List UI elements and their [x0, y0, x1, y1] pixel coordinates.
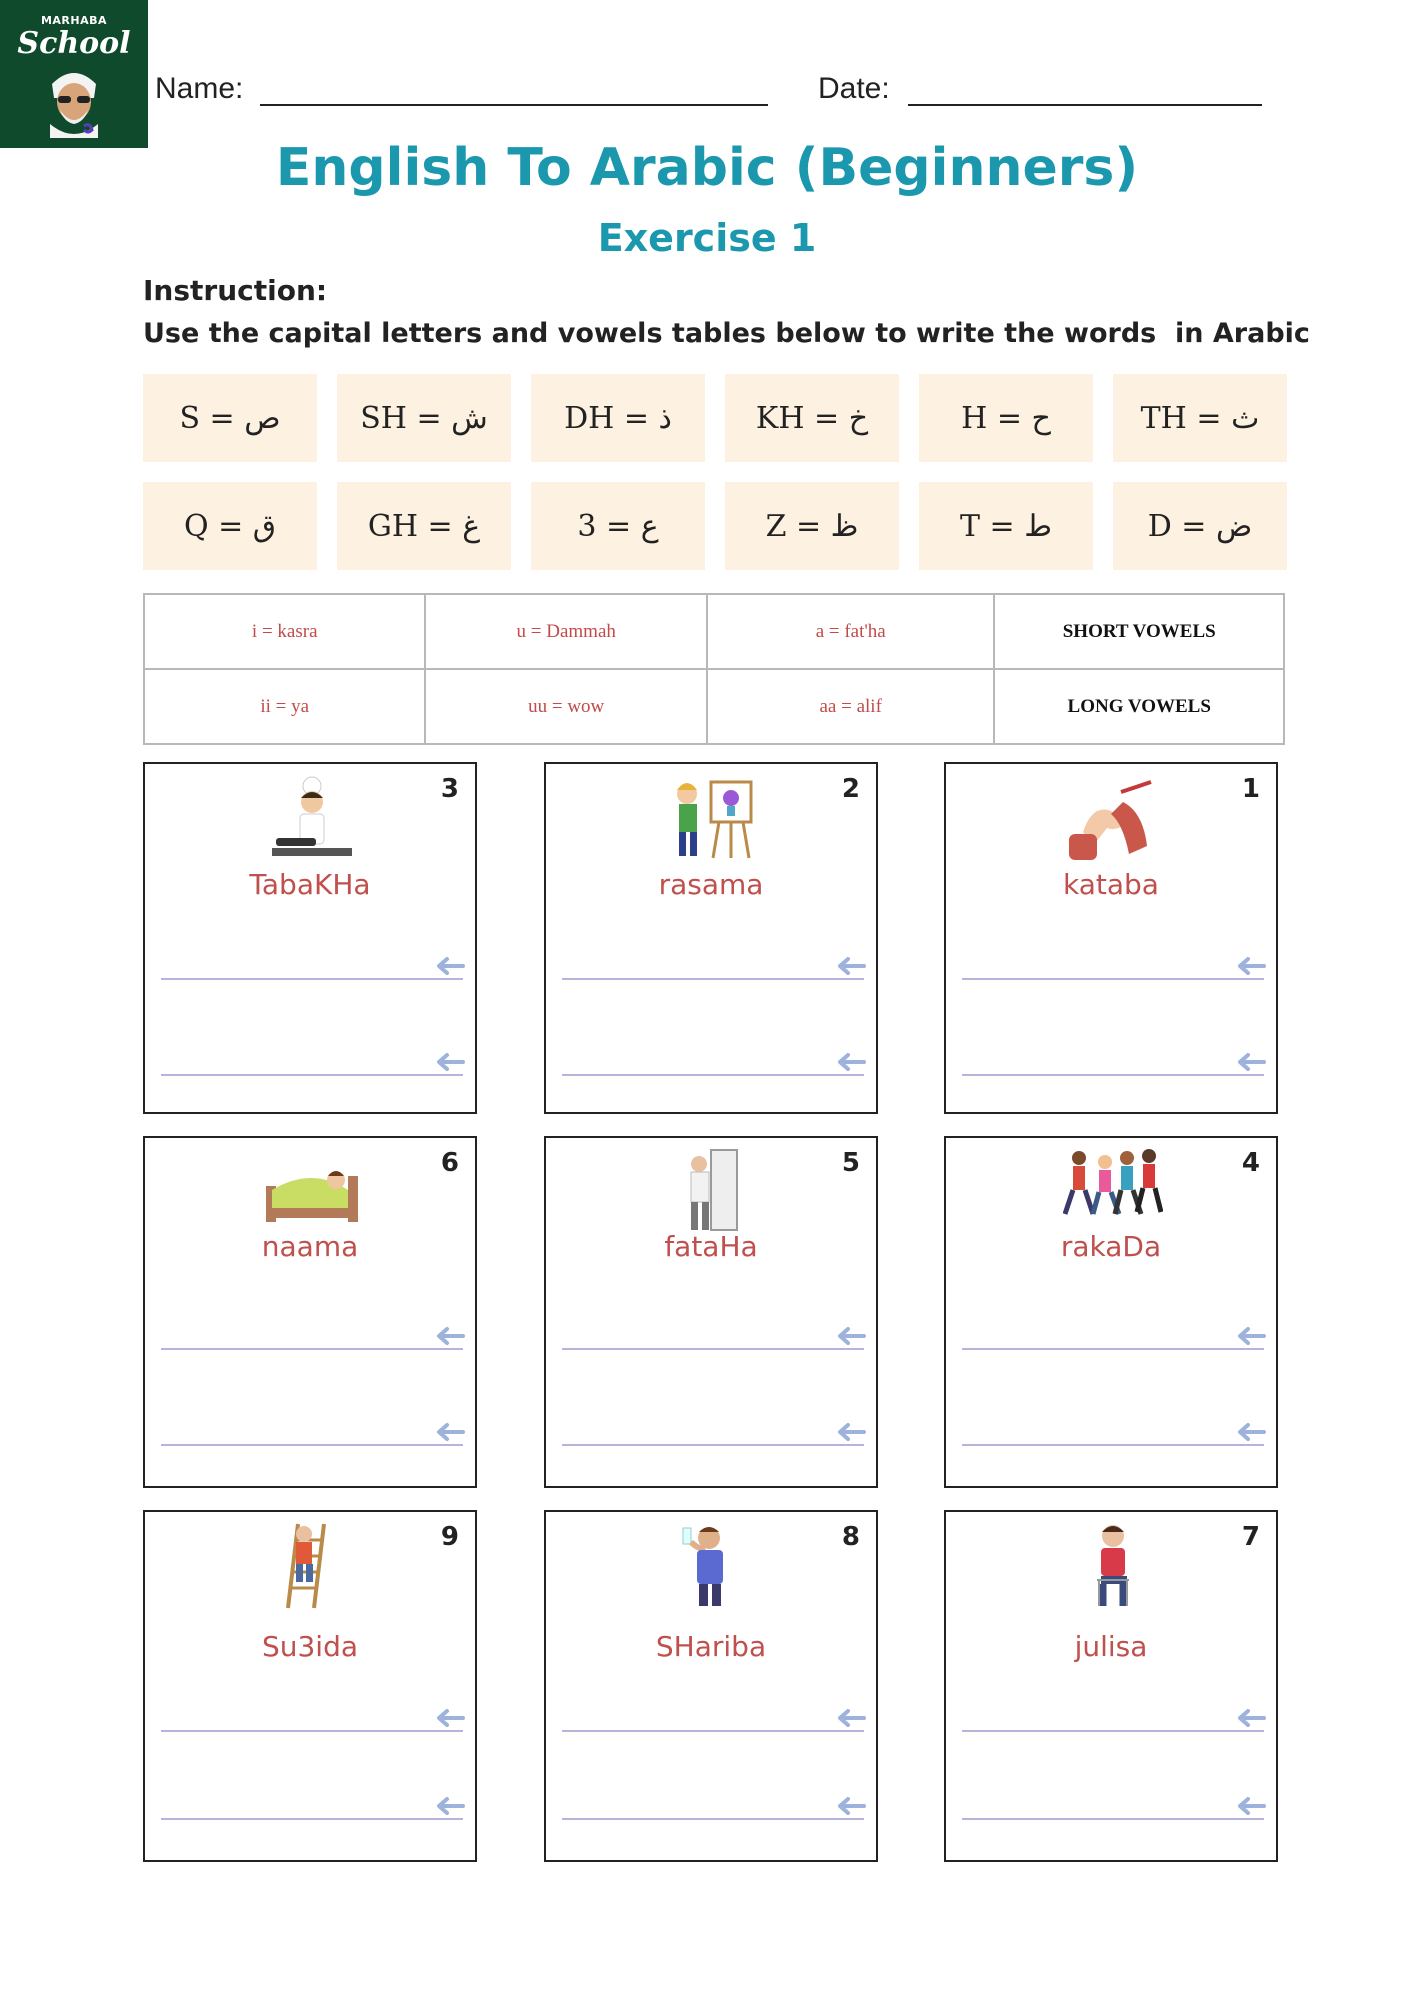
letter-card: Q = ق	[143, 482, 317, 570]
card-number: 7	[1241, 1522, 1260, 1552]
vowel-cell: u = Dammah	[425, 594, 707, 669]
card-number: 8	[841, 1522, 860, 1552]
exercise-title: Exercise 1	[597, 216, 817, 260]
card-number: 3	[440, 774, 459, 804]
cooking-girl-icon	[262, 772, 362, 862]
name-label: Name:	[155, 72, 244, 105]
drinking-man-icon	[663, 1520, 763, 1610]
writing-line[interactable]	[962, 1348, 1264, 1350]
left-arrow-icon	[836, 956, 866, 976]
card-word: Su3ida	[261, 1630, 359, 1663]
word-card	[944, 762, 1278, 1114]
long-vowels-label: LONG VOWELS	[994, 669, 1284, 744]
card-word: fataHa	[664, 1230, 758, 1263]
letter-card: GH = غ	[337, 482, 511, 570]
left-arrow-icon	[435, 1052, 465, 1072]
long-vowels-row	[144, 669, 1284, 744]
writing-line[interactable]	[562, 1074, 864, 1076]
left-arrow-icon	[435, 956, 465, 976]
vowel-cell: uu = wow	[425, 669, 707, 744]
writing-line[interactable]	[161, 1444, 463, 1446]
card-word: TabaKHa	[249, 868, 371, 901]
vowels-table	[143, 593, 1285, 745]
card-word: naama	[261, 1230, 359, 1263]
left-arrow-icon	[1236, 1422, 1266, 1442]
mascot-icon	[44, 64, 104, 138]
opening-door-icon	[663, 1146, 763, 1236]
card-number: 5	[841, 1148, 860, 1178]
name-field[interactable]	[260, 104, 768, 106]
sitting-boy-icon	[1063, 1520, 1163, 1610]
writing-line[interactable]	[161, 1348, 463, 1350]
word-card	[544, 1136, 878, 1488]
writing-line[interactable]	[161, 1074, 463, 1076]
card-number: 2	[841, 774, 860, 804]
letter-card: DH = ذ	[531, 374, 705, 462]
writing-line[interactable]	[962, 1074, 1264, 1076]
vowel-cell: a = fat'ha	[707, 594, 994, 669]
short-vowels-label: SHORT VOWELS	[994, 594, 1284, 669]
left-arrow-icon	[435, 1708, 465, 1728]
word-card	[544, 762, 878, 1114]
letter-card: KH = خ	[725, 374, 899, 462]
left-arrow-icon	[836, 1796, 866, 1816]
letter-card: D = ض	[1113, 482, 1287, 570]
card-word: julisa	[1074, 1630, 1148, 1663]
letter-card: SH = ش	[337, 374, 511, 462]
left-arrow-icon	[836, 1052, 866, 1072]
vowel-cell: ii = ya	[144, 669, 425, 744]
logo-main-text: School	[17, 26, 131, 61]
letter-card: 3 = ع	[531, 482, 705, 570]
word-card	[143, 1510, 477, 1862]
card-number: 6	[440, 1148, 459, 1178]
left-arrow-icon	[836, 1326, 866, 1346]
writing-line[interactable]	[962, 978, 1264, 980]
writing-line[interactable]	[562, 978, 864, 980]
letter-card: Z = ظ	[725, 482, 899, 570]
card-number: 9	[440, 1522, 459, 1552]
word-card	[944, 1510, 1278, 1862]
letter-card: S = ص	[143, 374, 317, 462]
writing-line[interactable]	[562, 1444, 864, 1446]
card-number: 1	[1241, 774, 1260, 804]
painting-boy-icon	[663, 772, 763, 862]
card-word: rasama	[658, 868, 764, 901]
page-title: English To Arabic (Beginners)	[275, 138, 1139, 198]
word-card	[544, 1510, 878, 1862]
date-field[interactable]	[908, 104, 1262, 106]
word-card	[944, 1136, 1278, 1488]
left-arrow-icon	[435, 1796, 465, 1816]
writing-hand-icon	[1063, 772, 1163, 862]
word-card	[143, 762, 477, 1114]
left-arrow-icon	[836, 1422, 866, 1442]
card-number: 4	[1241, 1148, 1260, 1178]
writing-line[interactable]	[161, 1730, 463, 1732]
instruction-text: Use the capital letters and vowels tables below to write the words in Arabic	[143, 318, 1310, 349]
card-word: rakaDa	[1060, 1230, 1162, 1263]
capital-letters-row-2	[143, 482, 1285, 570]
logo-top-text: MARHABA	[40, 14, 108, 27]
left-arrow-icon	[1236, 956, 1266, 976]
card-word: SHariba	[655, 1630, 767, 1663]
date-label: Date:	[818, 72, 890, 105]
writing-line[interactable]	[962, 1730, 1264, 1732]
writing-line[interactable]	[562, 1818, 864, 1820]
left-arrow-icon	[435, 1422, 465, 1442]
letter-card: H = ح	[919, 374, 1093, 462]
word-card	[143, 1136, 477, 1488]
left-arrow-icon	[1236, 1326, 1266, 1346]
letter-card: TH = ث	[1113, 374, 1287, 462]
instruction-heading: Instruction:	[143, 274, 328, 307]
left-arrow-icon	[1236, 1796, 1266, 1816]
vowel-cell: aa = alif	[707, 669, 994, 744]
left-arrow-icon	[1236, 1052, 1266, 1072]
left-arrow-icon	[435, 1326, 465, 1346]
running-people-icon	[1063, 1146, 1163, 1236]
writing-line[interactable]	[161, 978, 463, 980]
climbing-ladder-icon	[262, 1520, 362, 1610]
writing-line[interactable]	[962, 1818, 1264, 1820]
capital-letters-row-1	[143, 374, 1285, 462]
writing-line[interactable]	[161, 1818, 463, 1820]
vowel-cell: i = kasra	[144, 594, 425, 669]
sleeping-boy-icon	[262, 1146, 362, 1236]
left-arrow-icon	[836, 1708, 866, 1728]
writing-line[interactable]	[562, 1348, 864, 1350]
left-arrow-icon	[1236, 1708, 1266, 1728]
card-word: kataba	[1063, 868, 1159, 901]
school-logo	[0, 0, 148, 148]
letter-card: T = ط	[919, 482, 1093, 570]
writing-line[interactable]	[562, 1730, 864, 1732]
writing-line[interactable]	[962, 1444, 1264, 1446]
short-vowels-row	[144, 594, 1284, 669]
